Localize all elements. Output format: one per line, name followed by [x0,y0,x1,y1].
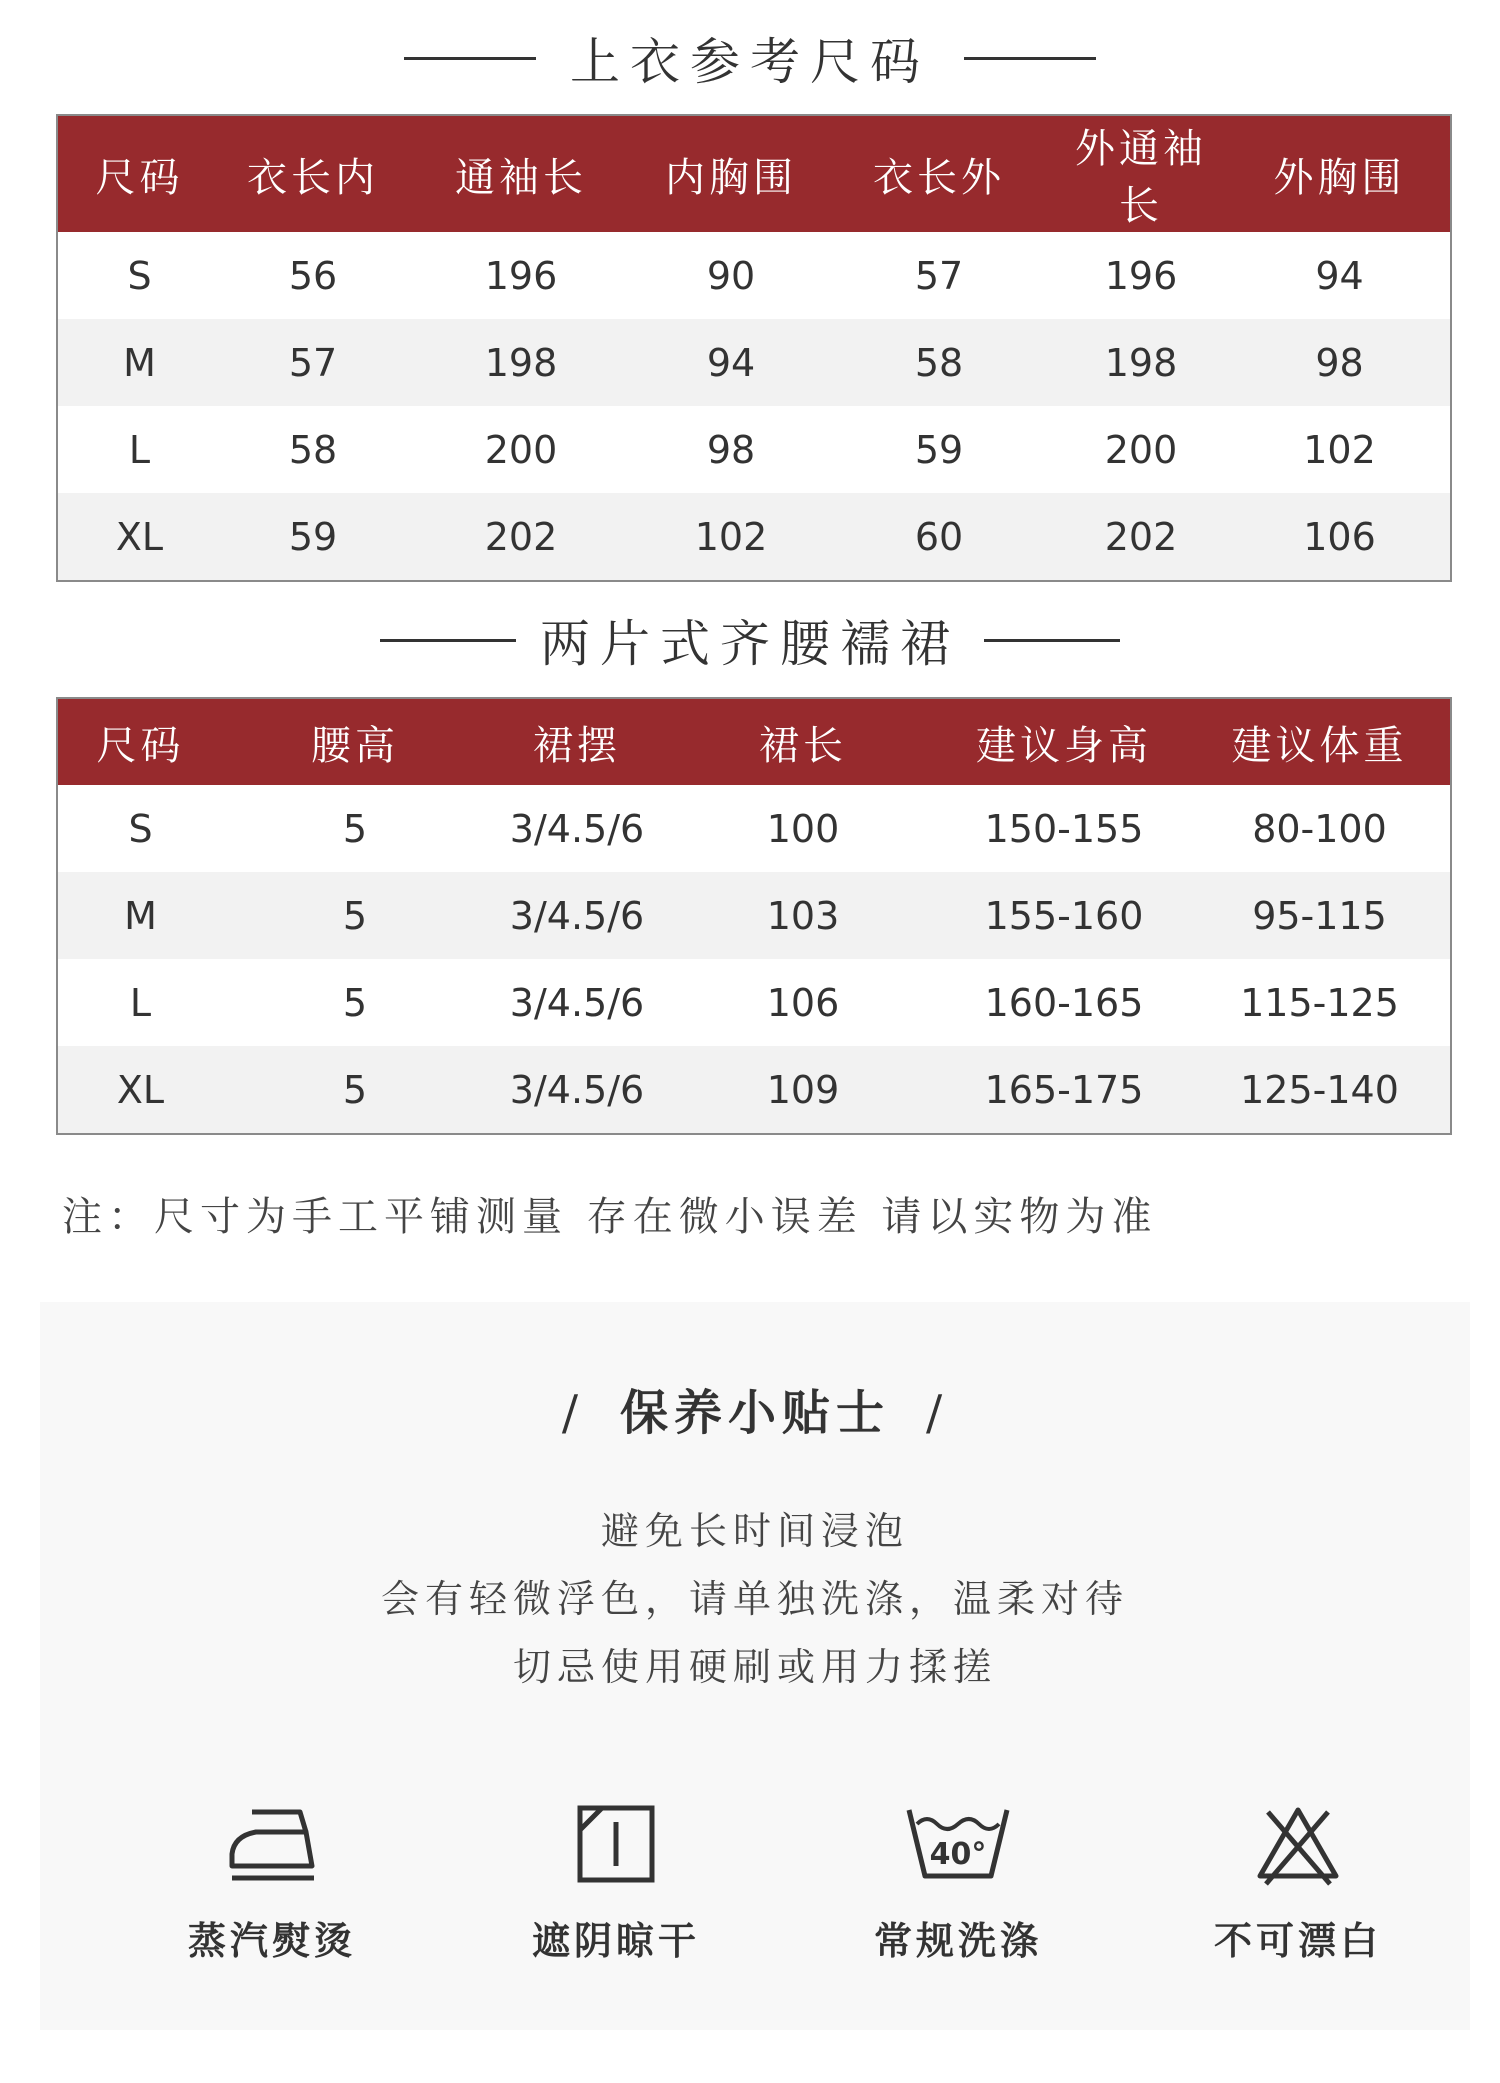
header-cell: 衣长内 [221,115,405,232]
table-cell: 106 [766,980,840,1025]
title-rule-left [380,639,516,642]
table-cell: 94 [637,319,825,406]
care-item-iron [142,1802,402,1965]
table-cell: 160-165 [984,980,1144,1025]
header-cell: 衣长外 [825,115,1053,232]
care-line: 切忌使用硬刷或用力揉搓 [512,1645,997,1689]
table-cell: 94 [1315,253,1364,298]
table-row [57,406,1451,493]
title-rule-right [984,639,1120,642]
table-cell: 57 [221,319,405,406]
table-cell: 5 [223,1046,487,1134]
table-header-row [57,115,1451,232]
table-row [57,872,1451,959]
table-cell: 165-175 [939,1046,1189,1134]
skirt-size-title [0,604,1500,676]
title-rule-right [964,57,1096,60]
table-cell: 57 [914,253,964,298]
care-line: 避免长时间浸泡 [600,1509,909,1553]
table-cell: 198 [405,319,637,406]
table-cell: 102 [637,493,825,581]
table-cell: 59 [914,427,964,472]
table-cell: 95-115 [1189,872,1451,959]
top-size-table [56,114,1452,582]
table-cell: 202 [1053,493,1229,581]
table-row [57,785,1451,872]
table-cell: 3/4.5/6 [509,980,645,1025]
table-cell: L [129,980,152,1025]
table-cell: 196 [484,253,558,298]
care-line: 会有轻微浮色，请单独洗涤，温柔对待 [380,1577,1129,1621]
table-cell: 5 [223,872,487,959]
table-cell: 200 [484,427,558,472]
table-cell: 100 [766,806,840,851]
table-cell: 59 [221,493,405,581]
measurement-note: 注：尺寸为手工平铺测量 存在微小误差 请以实物为准 [62,1194,1158,1240]
table-cell: 125-140 [1189,1046,1451,1134]
table-row [57,319,1451,406]
care-item-label: 常规洗涤 [873,1918,1042,1963]
title-slash-left: / [561,1385,584,1441]
table-cell: 109 [667,1046,939,1134]
iron-icon [222,1802,322,1888]
table-cell: M [57,872,223,959]
table-cell: 5 [342,806,368,851]
table-row [57,493,1451,581]
table-cell: XL [57,1046,223,1134]
table-cell: 5 [342,980,368,1025]
table-cell: XL [57,493,221,581]
skirt-size-table [56,697,1452,1135]
header-cell: 内胸围 [637,115,825,232]
care-tips-panel [40,1302,1470,2030]
header-cell: 裙摆 [487,698,667,785]
title-slash-right: / [926,1385,949,1441]
care-item-label: 不可漂白 [1213,1918,1382,1963]
care-instructions [40,1497,1470,1701]
table-cell: 196 [1104,253,1178,298]
table-cell: 115-125 [1240,980,1399,1025]
table-cell: 102 [1303,427,1376,472]
header-cell: 尺码 [57,115,221,232]
table-cell: 98 [1229,319,1451,406]
table-cell: 90 [706,253,756,298]
header-cell: 建议体重 [1189,698,1451,785]
table-cell: S [127,253,152,298]
table-cell: 80-100 [1252,806,1387,851]
care-item-shade-dry [486,1802,746,1965]
header-cell: 裙长 [667,698,939,785]
table-cell: M [57,319,221,406]
table-cell: 60 [825,493,1053,581]
table-cell: 56 [288,253,338,298]
header-cell: 外通袖长 [1053,115,1229,232]
table-cell: L [128,427,151,472]
table-cell: 106 [1229,493,1451,581]
header-cell: 建议身高 [939,698,1189,785]
care-tips-title-text: 保养小贴士 [619,1385,890,1441]
table-cell: 3/4.5/6 [487,1046,667,1134]
care-item-wash-40 [828,1802,1088,1965]
title-rule-left [404,57,536,60]
table-cell: 58 [825,319,1053,406]
wash-temperature: 40° [929,1837,987,1872]
table-header-row [57,698,1451,785]
wash-40-icon [903,1802,1013,1888]
table-cell: 202 [405,493,637,581]
skirt-size-title-text: 两片式齐腰襦裙 [540,615,960,673]
table-cell: 198 [1053,319,1229,406]
table-cell: 3/4.5/6 [509,806,645,851]
shade-dry-icon [566,1802,666,1888]
header-cell: 通袖长 [405,115,637,232]
table-row [57,232,1451,319]
header-cell: 外胸围 [1229,115,1451,232]
header-cell: 尺码 [57,698,223,785]
table-row [57,959,1451,1046]
table-cell: S [128,806,153,851]
table-cell: 58 [288,427,338,472]
table-row [57,1046,1451,1134]
top-size-title-text: 上衣参考尺码 [570,33,930,91]
care-item-label: 蒸汽熨烫 [187,1918,356,1963]
table-cell: 150-155 [984,806,1144,851]
care-item-no-bleach [1168,1802,1428,1965]
table-cell: 3/4.5/6 [487,872,667,959]
table-cell: 200 [1104,427,1178,472]
top-size-title [0,22,1500,94]
table-cell: 155-160 [939,872,1189,959]
table-cell: 103 [667,872,939,959]
no-bleach-icon [1248,1802,1348,1888]
care-tips-title [40,1374,1470,1443]
table-cell: 98 [706,427,756,472]
care-item-label: 遮阴晾干 [531,1918,700,1963]
header-cell: 腰高 [223,698,487,785]
